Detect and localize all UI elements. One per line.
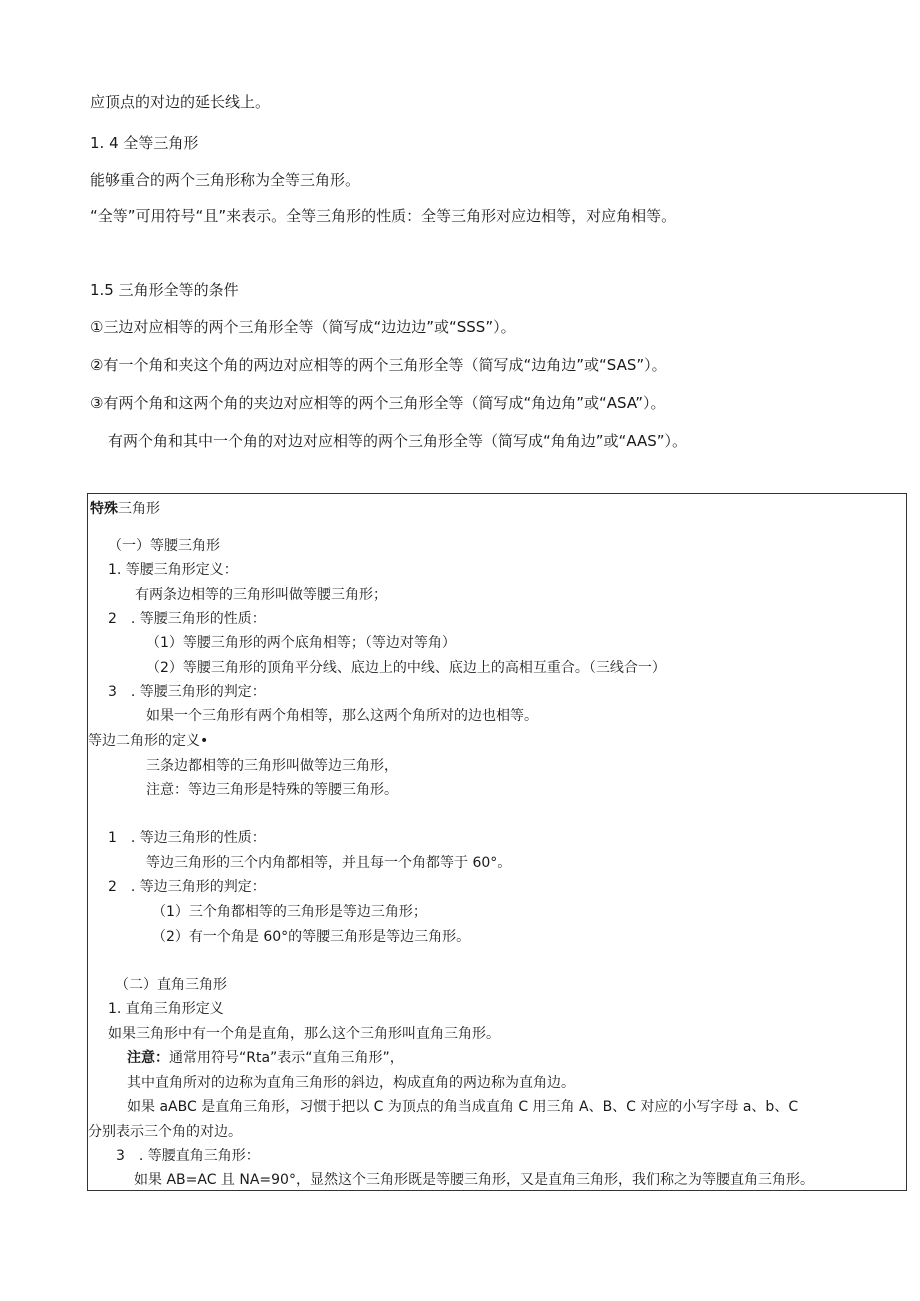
isosceles-criteria-label: 3 . 等腰三角形的判定： — [108, 684, 266, 700]
isosceles-heading: （一）等腰三角形 — [108, 538, 220, 554]
equilateral-criteria-2: （2）有一个角是 60°的等腰三角形是等边三角形。 — [152, 929, 471, 945]
isosceles-properties-label: 2 . 等腰三角形的性质： — [108, 611, 266, 627]
paragraph-line: “全等”可用符号“且”来表示。全等三角形的性质：全等三角形对应边相等，对应角相等。 — [90, 207, 677, 225]
right-triangle-definition-text: 如果三角形中有一个角是直角，那么这个三角形叫直角三角形。 — [108, 1026, 500, 1042]
right-triangle-definition-label: 1. 直角三角形定义 — [108, 1001, 224, 1017]
right-triangle-note — [127, 1048, 404, 1068]
box-title — [90, 499, 160, 519]
paragraph-line: 能够重合的两个三角形称为全等三角形。 — [90, 171, 361, 189]
isosceles-property-2: （2）等腰三角形的顶角平分线、底边上的中线、底边上的高相互重合。（三线合一） — [146, 660, 666, 676]
isosceles-right-label: 3 . 等腰直角三角形： — [116, 1148, 260, 1164]
equilateral-properties-label: 1 . 等边三角形的性质： — [108, 830, 266, 846]
condition-aas: 有两个角和其中一个角的对边对应相等的两个三角形全等（简写成“角角边”或“AAS”）。 — [108, 432, 688, 450]
isosceles-criteria-text: 如果一个三角形有两个角相等，那么这两个角所对的边也相等。 — [146, 708, 538, 724]
isosceles-definition-text: 有两条边相等的三角形叫做等腰三角形； — [135, 587, 387, 603]
section-heading-1-5: 1.5 三角形全等的条件 — [90, 281, 239, 299]
equilateral-criteria-label: 2 . 等边三角形的判定： — [108, 879, 266, 895]
condition-sas: ②有一个角和夹这个角的两边对应相等的两个三角形全等（简写成“边角边”或“SAS”）。 — [90, 356, 667, 374]
equilateral-properties-text: 等边三角形的三个内角都相等，并且每一个角都等于 60°。 — [146, 855, 512, 871]
section-heading-1-4: 1. 4 全等三角形 — [90, 134, 199, 152]
equilateral-definition-text: 三条边都相等的三角形叫做等边三角形， — [146, 758, 398, 774]
isosceles-right-text: 如果 AB=AC 且 NA=90°，显然这个三角形既是等腰三角形，又是直角三角形，我们称之为等腰直角三角形。 — [134, 1172, 814, 1188]
right-triangle-heading: （二）直角三角形 — [115, 977, 227, 993]
isosceles-definition-label: 1. 等腰三角形定义： — [108, 562, 238, 578]
equilateral-definition-heading: 等边二角形的定义• — [88, 733, 209, 749]
condition-asa: ③有两个角和这两个角的夹边对应相等的两个三角形全等（简写成“角边角”或“ASA”）。 — [90, 394, 666, 412]
note-label: 注意： — [127, 1050, 169, 1066]
equilateral-criteria-1: （1）三个角都相等的三角形是等边三角形； — [152, 904, 427, 920]
condition-sss: ①三边对应相等的两个三角形全等（简写成“边边边”或“SSS”）。 — [90, 318, 516, 336]
box-title-bold: 特殊 — [90, 501, 118, 517]
paragraph-line: 应顶点的对边的延长线上。 — [90, 93, 271, 111]
right-triangle-notation-line-2: 分别表示三个角的对边。 — [88, 1124, 242, 1140]
note-text: 通常用符号“Rta”表示“直角三角形”， — [169, 1050, 404, 1066]
equilateral-note: 注意：等边三角形是特殊的等腰三角形。 — [146, 782, 398, 798]
box-title-rest: 三角形 — [118, 501, 160, 517]
isosceles-property-1: （1）等腰三角形的两个底角相等；（等边对等角） — [146, 635, 456, 651]
right-triangle-notation-line-1: 如果 aABC 是直角三角形，习惯于把以 C 为顶点的角当成直角 C 用三角 A、B、C 对应的小写字母 a、b、C — [127, 1099, 799, 1115]
right-triangle-hypotenuse-text: 其中直角所对的边称为直角三角形的斜边，构成直角的两边称为直角边。 — [127, 1075, 575, 1091]
